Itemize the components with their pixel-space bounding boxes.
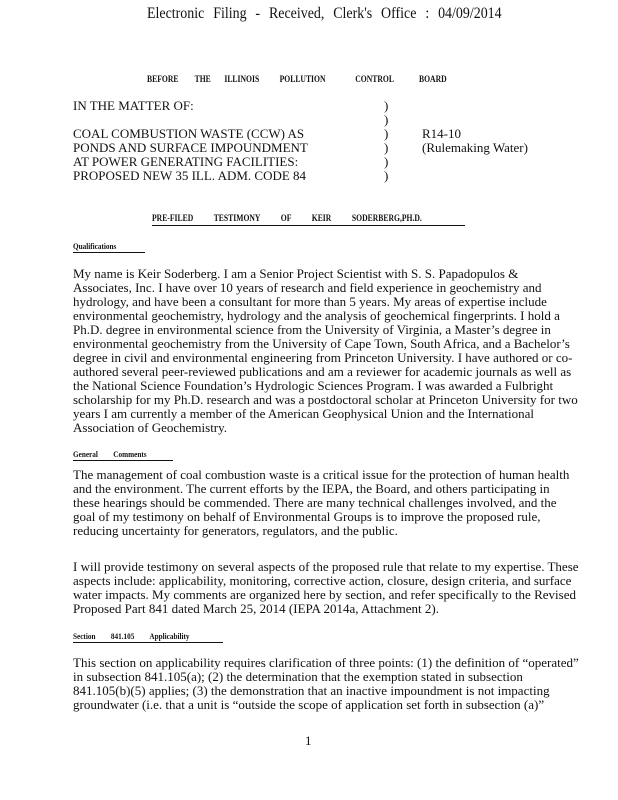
paragraph-line: years I am currently a member of the American Geophysical Union and the International bbox=[73, 406, 534, 421]
paragraph-line: The management of coal combustion waste is a critical issue for the protection of human health bbox=[73, 467, 570, 482]
paragraph-line: groundwater (i.e. that a unit is “outside the scope of application set forth in subsection (a)” bbox=[73, 697, 545, 712]
paragraph-line: hydrology, and have been a consultant for more than 5 years. My areas of expertise include bbox=[73, 294, 547, 309]
paragraph-line: degree in civil and environmental engineering from Princeton University. I have authored or co- bbox=[73, 350, 573, 365]
paragraph-line: I will provide testimony on several aspects of the proposed rule that relate to my expertise. These bbox=[73, 559, 579, 574]
paragraph-line: in subsection 841.105(a); (2) the determination that the exemption stated in subsection bbox=[73, 669, 523, 684]
caption-line: IN THE MATTER OF: bbox=[73, 98, 194, 113]
board-header-word: CONTROL bbox=[355, 74, 394, 84]
caption-paren: ) bbox=[384, 168, 389, 183]
page-number: 1 bbox=[305, 733, 312, 748]
caption-line: PROPOSED NEW 35 ILL. ADM. CODE 84 bbox=[73, 168, 307, 183]
paragraph-line: scholarship for my Ph.D. research and was a postdoctoral scholar at Princeton University for two bbox=[73, 392, 578, 407]
board-header-word: POLLUTION bbox=[279, 74, 326, 84]
heading-underline bbox=[73, 252, 145, 253]
caption-paren: ) bbox=[384, 98, 389, 113]
section-heading-applicability: Section 841.105 Applicability bbox=[73, 631, 190, 641]
caption-line: AT POWER GENERATING FACILITIES: bbox=[73, 154, 299, 169]
section-heading-general-comments: General Comments bbox=[73, 449, 147, 459]
paragraph-line: reducing uncertainty for generators, regulators, and the public. bbox=[73, 523, 398, 538]
paragraph-line: This section on applicability requires clarification of three points: (1) the definition of “operated” bbox=[73, 655, 579, 670]
paragraph-line: My name is Keir Soderberg. I am a Senior Project Scientist with S. S. Papadopulos & bbox=[73, 266, 519, 281]
caption-paren: ) bbox=[384, 154, 389, 169]
board-header bbox=[147, 74, 447, 84]
paragraph-line: Associates, Inc. I have over 10 years of research and field experience in geochemistry and bbox=[73, 280, 542, 295]
paragraph-line: water impacts. My comments are organized here by section, and refer specifically to the Revised bbox=[73, 587, 576, 602]
paragraph-line: authored several peer-reviewed publications and am a reviewer for academic journals as well as bbox=[73, 364, 572, 379]
board-header-word: BOARD bbox=[419, 74, 447, 84]
board-header-word: BEFORE bbox=[147, 74, 179, 84]
caption-paren: ) bbox=[384, 126, 389, 141]
caption-line: COAL COMBUSTION WASTE (CCW) AS bbox=[73, 126, 305, 141]
paragraph-line: the National Science Foundation’s Hydrologic Sciences Program. I was awarded a Fulbright bbox=[73, 378, 554, 393]
case-type: (Rulemaking Water) bbox=[422, 140, 528, 155]
paragraph-line: and the environment. The current efforts by the IEPA, the Board, and others participating in bbox=[73, 481, 550, 496]
board-header-word: ILLINOIS bbox=[224, 74, 260, 84]
caption-paren: ) bbox=[384, 140, 389, 155]
paragraph-line: goal of my testimony on behalf of Environmental Groups is to improve the proposed rule, bbox=[73, 509, 541, 524]
title-underline bbox=[152, 225, 465, 226]
section-heading-qualifications: Qualifications bbox=[73, 241, 117, 251]
paragraph-line: Association of Geochemistry. bbox=[73, 420, 228, 435]
heading-underline bbox=[73, 460, 173, 461]
heading-underline bbox=[73, 642, 223, 643]
paragraph-line: environmental geochemistry, hydrology and the analysis of geochemical fingerprints. I hold a bbox=[73, 308, 560, 323]
caption-paren: ) bbox=[384, 112, 389, 127]
filing-stamp-header: Electronic Filing - Received, Clerk's Office : 04/09/2014 bbox=[147, 5, 502, 22]
paragraph-line: aspects include: applicability, monitoring, corrective action, closure, design criteria, and surface bbox=[73, 573, 572, 588]
caption-line: PONDS AND SURFACE IMPOUNDMENT bbox=[73, 140, 308, 155]
case-number: R14-10 bbox=[422, 126, 461, 141]
board-header-word: THE bbox=[194, 74, 211, 84]
document-title: PRE-FILED TESTIMONY OF KEIR SODERBERG,PH.D. bbox=[152, 213, 422, 223]
paragraph-line: 841.105(b)(5) applies; (3) the demonstration that an inactive impoundment is not impacting bbox=[73, 683, 550, 698]
paragraph-line: environmental geochemistry from the University of Cape Town, South Africa, and a Bachelor’s bbox=[73, 336, 570, 351]
paragraph-line: Proposed Part 841 dated March 25, 2014 (IEPA 2014a, Attachment 2). bbox=[73, 601, 439, 616]
paragraph-line: Ph.D. degree in environmental science from the University of Virginia, a Master’s degree in bbox=[73, 322, 551, 337]
paragraph-line: these hearings should be commended. There are many technical challenges involved, and the bbox=[73, 495, 557, 510]
